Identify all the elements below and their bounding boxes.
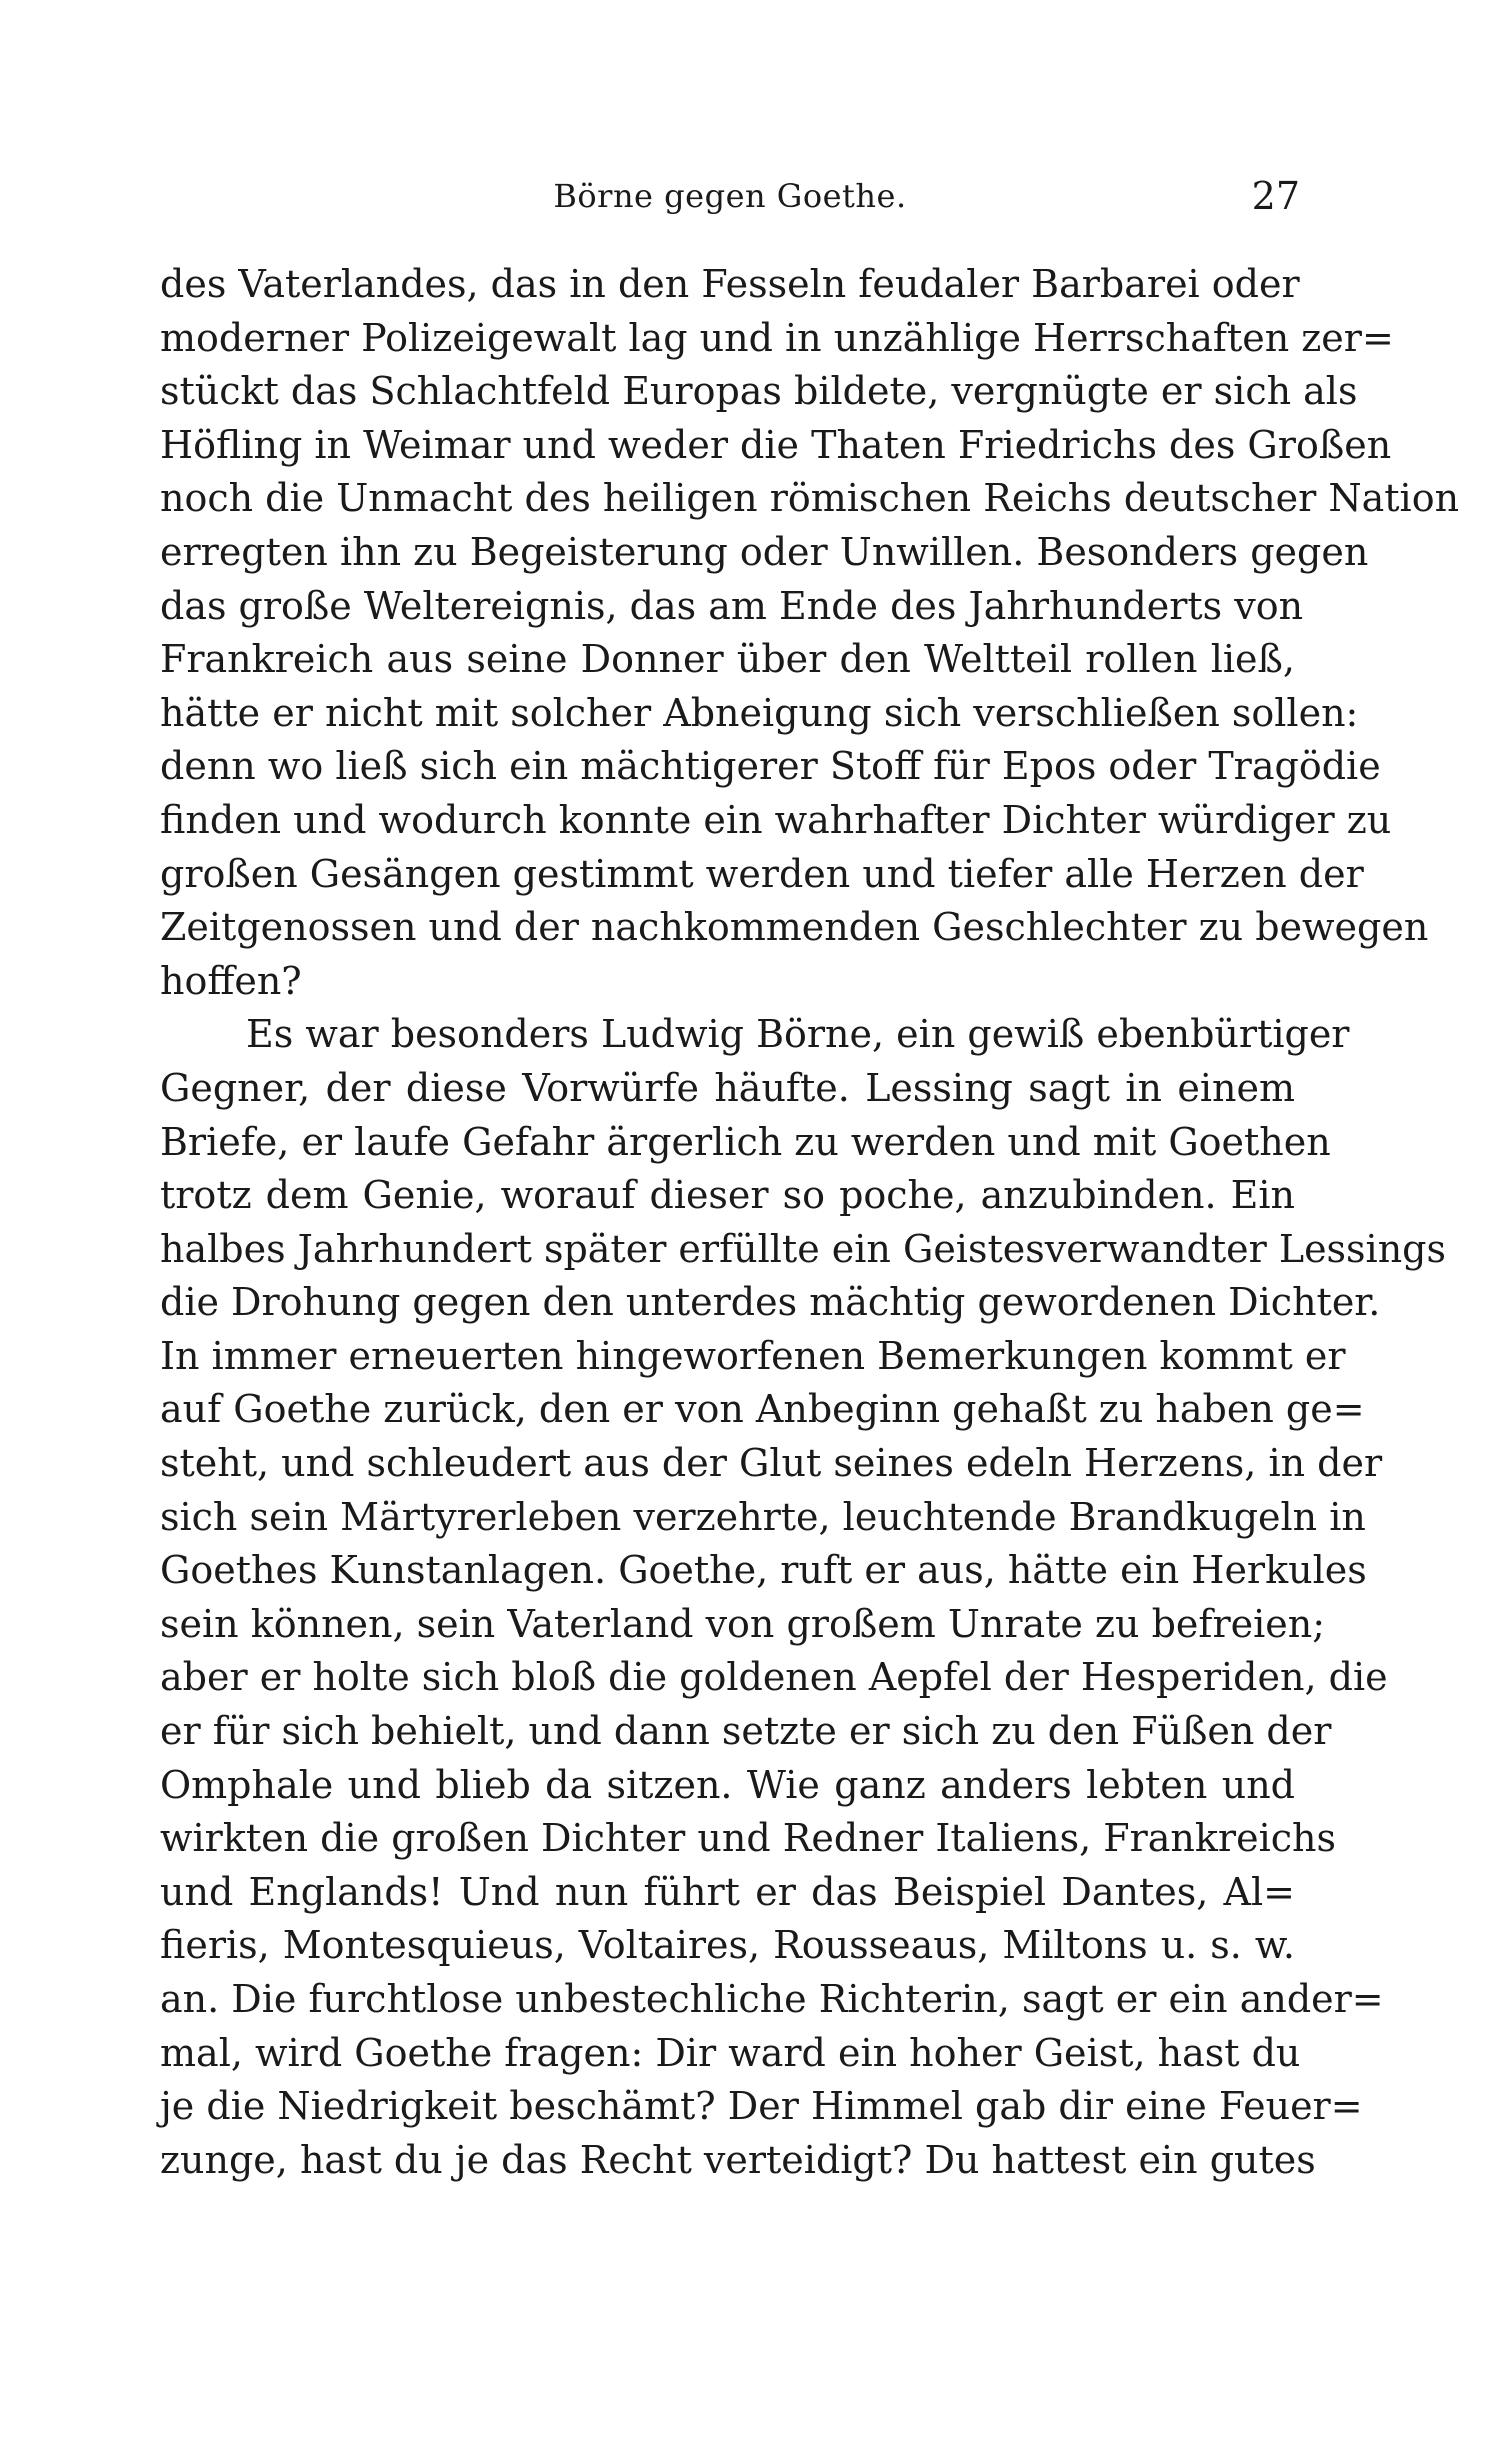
- text-line: halbes Jahrhundert später erfüllte ein Geistesverwandter Lessings: [160, 1226, 1447, 1271]
- text-line: und Englands! Und nun führt er das Beispiel Dantes, Al=: [160, 1869, 1295, 1914]
- text-line: des Vaterlandes, das in den Fesseln feudaler Barbarei oder: [160, 262, 1300, 306]
- text-line: je die Niedrigkeit beschämt? Der Himmel gab dir eine Feuer=: [160, 2084, 1363, 2129]
- text-line: die Drohung gegen den unterdes mächtig gewordenen Dichter.: [160, 1280, 1381, 1325]
- text-line: auf Goethe zurück, den er von Anbeginn gehaßt zu haben ge=: [160, 1387, 1365, 1432]
- running-title: Börne gegen Goethe.: [553, 177, 907, 215]
- text-line: sein können, sein Vaterland von großem Unrate zu befreien;: [160, 1601, 1326, 1646]
- text-line: hoffen?: [160, 958, 302, 1003]
- text-line: zunge, hast du je das Recht verteidigt? Du hattest ein gutes: [160, 2137, 1316, 2182]
- text-line: Gegner, der diese Vorwürfe häufte. Lessing sagt in einem: [160, 1065, 1295, 1110]
- text-line: er für sich behielt, und dann setzte er sich zu den Füßen der: [160, 1709, 1332, 1754]
- text-line: wirkten die großen Dichter und Redner Italiens, Frankreichs: [160, 1816, 1336, 1861]
- text-line: das große Weltereignis, das am Ende des Jahrhunderts von: [160, 583, 1304, 628]
- page-number: 27: [1251, 174, 1300, 218]
- text-line: Briefe, er laufe Gefahr ärgerlich zu werden und mit Goethen: [160, 1119, 1331, 1164]
- text-line: Omphale und blieb da sitzen. Wie ganz anders lebten und: [160, 1762, 1295, 1807]
- text-line: fieris, Montesquieus, Voltaires, Rousseaus, Miltons u. s. w.: [160, 1923, 1295, 1968]
- text-line: an. Die furchtlose unbestechliche Richterin, sagt er ein ander=: [160, 1977, 1384, 2021]
- text-line: Goethes Kunstanlagen. Goethe, ruft er aus, hätte ein Herkules: [160, 1548, 1367, 1593]
- text-line: moderner Polizeigewalt lag und in unzählige Herrschaften zer=: [160, 315, 1394, 360]
- paragraph-1: [160, 258, 1460, 1008]
- body-text: [160, 258, 1460, 2187]
- text-line: hätte er nicht mit solcher Abneigung sich verschließen sollen:: [160, 690, 1359, 735]
- page-header: [160, 176, 1300, 226]
- text-line: Höfling in Weimar und weder die Thaten Friedrichs des Großen: [160, 422, 1392, 467]
- paragraph-2: [160, 1008, 1447, 2187]
- text-line: großen Gesängen gestimmt werden und tiefer alle Herzen der: [160, 851, 1364, 896]
- text-line: trotz dem Genie, worauf dieser so poche, anzubinden. Ein: [160, 1173, 1295, 1218]
- text-line: sich sein Märtyrerleben verzehrte, leuchtende Brandkugeln in: [160, 1494, 1366, 1539]
- text-line: Zeitgenossen und der nachkommenden Geschlechter zu bewegen: [160, 905, 1429, 950]
- text-line: noch die Unmacht des heiligen römischen Reichs deutscher Nation: [160, 476, 1460, 521]
- text-line: aber er holte sich bloß die goldenen Aepfel der Hesperiden, die: [160, 1655, 1388, 1700]
- text-line: Frankreich aus seine Donner über den Weltteil rollen ließ,: [160, 637, 1295, 682]
- text-line: mal, wird Goethe fragen: Dir ward ein hoher Geist, hast du: [160, 2030, 1301, 2075]
- text-line: erregten ihn zu Begeisterung oder Unwillen. Besonders gegen: [160, 529, 1369, 574]
- text-line: denn wo ließ sich ein mächtigerer Stoff für Epos oder Tragödie: [160, 744, 1381, 789]
- text-line: finden und wodurch konnte ein wahrhafter Dichter würdiger zu: [160, 797, 1392, 842]
- text-line: Es war besonders Ludwig Börne, ein gewiß ebenbürtiger: [246, 1012, 1350, 1057]
- text-line: stückt das Schlachtfeld Europas bildete, vergnügte er sich als: [160, 369, 1358, 414]
- text-line: steht, und schleudert aus der Glut seines edeln Herzens, in der: [160, 1441, 1383, 1486]
- text-line: In immer erneuerten hingeworfenen Bemerkungen kommt er: [160, 1333, 1346, 1378]
